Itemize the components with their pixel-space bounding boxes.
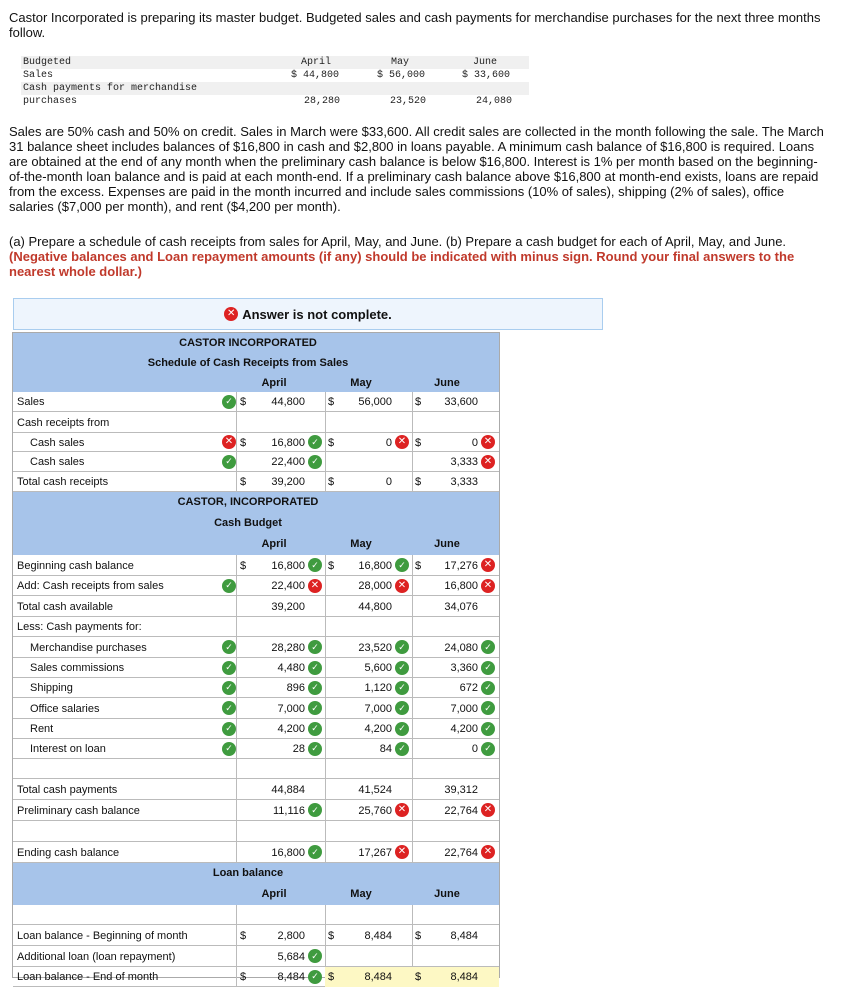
column-divider bbox=[412, 433, 413, 452]
header-row bbox=[13, 373, 499, 392]
ending-cash-june[interactable]: 22,764 bbox=[444, 846, 478, 859]
merch-purchases-april[interactable]: 28,280 bbox=[271, 641, 305, 654]
column-divider bbox=[412, 452, 413, 472]
sales-commissions-april[interactable]: 4,480 bbox=[277, 662, 305, 674]
loan-beginning-april: 2,800 bbox=[277, 929, 305, 942]
month-header-0: April bbox=[261, 538, 287, 550]
dollar-sign: $ bbox=[415, 929, 422, 942]
office-salaries-row bbox=[13, 698, 499, 719]
dollar-sign: $ bbox=[328, 929, 335, 942]
incorrect-icon: ✕ bbox=[481, 558, 495, 572]
sales-label: Sales bbox=[23, 70, 54, 81]
answer-status-banner bbox=[13, 298, 603, 330]
incorrect-icon: ✕ bbox=[481, 455, 495, 469]
additional-loan-row bbox=[13, 946, 499, 967]
add-receipts-june[interactable]: 16,800 bbox=[444, 580, 478, 592]
column-divider bbox=[412, 637, 413, 658]
column-divider bbox=[325, 555, 326, 576]
office-salaries-april[interactable]: 7,000 bbox=[277, 702, 305, 715]
column-divider bbox=[236, 412, 237, 433]
intro-text: Castor Incorporated is preparing its master budget. Budgeted sales and cash payments for merchandise purchases for the next three months follow. bbox=[9, 10, 821, 40]
preliminary-balance-row bbox=[13, 800, 499, 821]
schedule-title-row bbox=[13, 353, 499, 373]
column-divider bbox=[412, 800, 413, 821]
sales-label: Sales bbox=[17, 396, 45, 408]
incorrect-icon: ✕ bbox=[395, 435, 409, 449]
column-divider bbox=[236, 759, 237, 779]
loan-beginning-row bbox=[13, 925, 499, 946]
loan-beginning-label: Loan balance - Beginning of month bbox=[17, 929, 188, 942]
office-salaries-june[interactable]: 7,000 bbox=[450, 702, 478, 715]
correct-icon: ✓ bbox=[481, 701, 495, 715]
incorrect-icon: ✕ bbox=[481, 803, 495, 817]
column-divider bbox=[325, 392, 326, 412]
interest-on-loan-row bbox=[13, 739, 499, 759]
correct-icon: ✓ bbox=[222, 661, 236, 675]
dollar-sign: $ bbox=[415, 559, 422, 572]
column-divider bbox=[325, 779, 326, 800]
preliminary-balance-may[interactable]: 25,760 bbox=[358, 804, 392, 817]
budgeted-label: Budgeted bbox=[23, 57, 72, 68]
column-divider bbox=[412, 596, 413, 617]
correct-icon: ✓ bbox=[222, 701, 236, 715]
preliminary-balance-label: Preliminary cash balance bbox=[17, 804, 140, 817]
interest-on-loan-may[interactable]: 84 bbox=[379, 743, 392, 755]
column-divider bbox=[325, 821, 326, 842]
column-divider bbox=[236, 555, 237, 576]
total-receipts-label: Total cash receipts bbox=[17, 476, 109, 488]
incorrect-icon: ✕ bbox=[395, 803, 409, 817]
loan-beginning-june: 8,484 bbox=[450, 929, 478, 942]
column-divider bbox=[236, 719, 237, 739]
column-divider bbox=[325, 946, 326, 967]
column-divider bbox=[236, 392, 237, 412]
column-divider bbox=[236, 842, 237, 863]
cash-sales-june[interactable]: 0 bbox=[471, 436, 478, 449]
column-divider bbox=[412, 719, 413, 739]
banner-text: Answer is not complete. bbox=[242, 306, 392, 322]
total-receipts-row bbox=[13, 472, 499, 492]
column-divider bbox=[325, 576, 326, 596]
incorrect-icon: ✕ bbox=[481, 845, 495, 859]
correct-icon: ✓ bbox=[395, 661, 409, 675]
incorrect-icon: ✕ bbox=[222, 435, 236, 449]
correct-icon: ✓ bbox=[308, 722, 322, 736]
receipts-from-label: Cash receipts from bbox=[17, 416, 110, 429]
column-divider bbox=[236, 472, 237, 492]
rent-may[interactable]: 4,200 bbox=[364, 723, 392, 735]
loan-ending-may: 8,484 bbox=[364, 971, 392, 983]
cash-payments-label: Cash payments for merchandise bbox=[23, 83, 198, 94]
correct-icon: ✓ bbox=[308, 701, 322, 715]
shipping-label: Shipping bbox=[30, 682, 73, 694]
column-divider bbox=[325, 842, 326, 863]
spacer-1-row bbox=[13, 759, 499, 779]
month-header-2: June bbox=[434, 538, 460, 550]
incorrect-icon: ✕ bbox=[224, 307, 238, 321]
cash-sales-may[interactable]: 0 bbox=[385, 436, 392, 449]
interest-on-loan-label: Interest on loan bbox=[30, 743, 106, 755]
cash-sales-2-june[interactable]: 3,333 bbox=[450, 456, 478, 468]
budget-company: CASTOR, INCORPORATED bbox=[177, 496, 319, 508]
loan-ending-label: Loan balance - End of month bbox=[17, 971, 159, 983]
cash-sales-row bbox=[13, 433, 499, 452]
column-divider bbox=[236, 698, 237, 719]
correct-icon: ✓ bbox=[308, 742, 322, 756]
budget-title-row bbox=[13, 512, 499, 533]
column-divider bbox=[325, 658, 326, 678]
office-salaries-label: Office salaries bbox=[30, 702, 100, 715]
question-text: (a) Prepare a schedule of cash receipts from sales for April, May, and June. (b) Prepare a cash budget for each of April, May, and June. bbox=[9, 234, 787, 249]
shipping-row bbox=[13, 678, 499, 698]
column-divider bbox=[236, 433, 237, 452]
question-block bbox=[9, 234, 829, 279]
total-payments-row bbox=[13, 779, 499, 800]
total-receipts-april: 39,200 bbox=[271, 476, 305, 488]
shipping-may[interactable]: 1,120 bbox=[364, 682, 392, 694]
incorrect-icon: ✕ bbox=[481, 435, 495, 449]
schedule-company: CASTOR INCORPORATED bbox=[179, 337, 317, 349]
column-divider bbox=[412, 842, 413, 863]
add-receipts-may[interactable]: 28,000 bbox=[358, 580, 392, 592]
correct-icon: ✓ bbox=[308, 558, 322, 572]
dollar-sign: $ bbox=[328, 436, 335, 449]
correct-icon: ✓ bbox=[481, 640, 495, 654]
correct-icon: ✓ bbox=[395, 681, 409, 695]
column-divider bbox=[236, 678, 237, 698]
total-payments-may: 41,524 bbox=[358, 783, 392, 796]
total-available-row bbox=[13, 596, 499, 617]
spacer-3-row bbox=[13, 905, 499, 925]
dollar-sign: $ bbox=[328, 396, 335, 408]
correct-icon: ✓ bbox=[222, 640, 236, 654]
sales-april: 44,800 bbox=[271, 396, 305, 408]
month-header-2: June bbox=[434, 888, 460, 900]
month-header-1: May bbox=[350, 376, 372, 389]
total-receipts-june: 3,333 bbox=[450, 476, 478, 488]
beginning-cash-row bbox=[13, 555, 499, 576]
loan-ending-june: 8,484 bbox=[450, 971, 478, 983]
rent-april[interactable]: 4,200 bbox=[277, 723, 305, 735]
column-divider bbox=[412, 658, 413, 678]
column-divider bbox=[236, 800, 237, 821]
column-divider bbox=[325, 617, 326, 637]
column-divider bbox=[325, 739, 326, 759]
incorrect-icon: ✕ bbox=[308, 579, 322, 593]
less-payments-row bbox=[13, 617, 499, 637]
dollar-sign: $ bbox=[240, 476, 247, 488]
column-divider bbox=[325, 719, 326, 739]
sales-april: $ 44,800 bbox=[291, 70, 340, 81]
purchases-label: purchases bbox=[23, 96, 78, 107]
preliminary-balance-june[interactable]: 22,764 bbox=[444, 804, 478, 817]
month-header-2: June bbox=[434, 376, 460, 389]
month-june: June bbox=[473, 57, 498, 68]
shipping-april[interactable]: 896 bbox=[286, 682, 305, 694]
column-divider bbox=[412, 392, 413, 412]
correct-icon: ✓ bbox=[395, 701, 409, 715]
column-divider bbox=[236, 779, 237, 800]
less-payments-label: Less: Cash payments for: bbox=[17, 621, 142, 633]
dollar-sign: $ bbox=[240, 971, 247, 983]
sales-commissions-june[interactable]: 3,360 bbox=[450, 662, 478, 674]
dollar-sign: $ bbox=[240, 559, 247, 572]
column-divider bbox=[325, 596, 326, 617]
beginning-cash-may[interactable]: 16,800 bbox=[358, 559, 392, 572]
dollar-sign: $ bbox=[415, 436, 422, 449]
additional-loan-label: Additional loan (loan repayment) bbox=[17, 950, 176, 963]
column-divider bbox=[236, 452, 237, 472]
correct-icon: ✓ bbox=[308, 803, 322, 817]
column-divider bbox=[412, 925, 413, 946]
incorrect-icon: ✕ bbox=[395, 579, 409, 593]
month-may: May bbox=[391, 57, 410, 68]
dollar-sign: $ bbox=[240, 396, 247, 408]
correct-icon: ✓ bbox=[395, 742, 409, 756]
purchases-april: 28,280 bbox=[304, 96, 341, 107]
sales-may: $ 56,000 bbox=[377, 70, 426, 81]
column-divider bbox=[412, 617, 413, 637]
column-divider bbox=[412, 946, 413, 967]
dollar-sign: $ bbox=[415, 396, 422, 408]
column-divider bbox=[236, 925, 237, 946]
total-available-label: Total cash available bbox=[17, 600, 114, 613]
shipping-june[interactable]: 672 bbox=[459, 682, 478, 694]
column-divider bbox=[236, 905, 237, 925]
column-divider bbox=[412, 759, 413, 779]
correct-icon: ✓ bbox=[308, 455, 322, 469]
budget-title: Cash Budget bbox=[214, 516, 282, 529]
answer-grid bbox=[12, 332, 500, 983]
add-receipts-row bbox=[13, 576, 499, 596]
correct-icon: ✓ bbox=[308, 681, 322, 695]
header-row bbox=[13, 883, 499, 905]
correct-icon: ✓ bbox=[222, 579, 236, 593]
cash-sales-2-label: Cash sales bbox=[30, 456, 85, 468]
budget-data-table bbox=[21, 56, 529, 109]
dollar-sign: $ bbox=[415, 476, 422, 488]
column-divider bbox=[236, 821, 237, 842]
column-divider bbox=[412, 905, 413, 925]
column-divider bbox=[412, 698, 413, 719]
merch-purchases-label: Merchandise purchases bbox=[30, 641, 147, 654]
merch-purchases-june[interactable]: 24,080 bbox=[444, 641, 478, 654]
column-divider bbox=[236, 617, 237, 637]
month-header-0: April bbox=[261, 376, 287, 389]
correct-icon: ✓ bbox=[308, 845, 322, 859]
correct-icon: ✓ bbox=[481, 722, 495, 736]
correct-icon: ✓ bbox=[481, 681, 495, 695]
column-divider bbox=[325, 759, 326, 779]
column-divider bbox=[236, 576, 237, 596]
column-divider bbox=[412, 678, 413, 698]
column-divider bbox=[325, 412, 326, 433]
column-divider bbox=[236, 637, 237, 658]
correct-icon: ✓ bbox=[222, 742, 236, 756]
schedule-company-row bbox=[13, 333, 499, 353]
additional-loan-april[interactable]: 5,684 bbox=[277, 950, 305, 963]
column-divider bbox=[325, 452, 326, 472]
column-divider bbox=[325, 472, 326, 492]
correct-icon: ✓ bbox=[222, 455, 236, 469]
rent-june[interactable]: 4,200 bbox=[450, 723, 478, 735]
loan-title-row bbox=[13, 863, 499, 883]
column-divider bbox=[236, 946, 237, 967]
column-divider bbox=[325, 800, 326, 821]
column-divider bbox=[325, 925, 326, 946]
total-available-june: 34,076 bbox=[444, 600, 478, 613]
column-divider bbox=[236, 967, 237, 987]
column-divider bbox=[325, 637, 326, 658]
spacer-2-row bbox=[13, 821, 499, 842]
sales-june: 33,600 bbox=[444, 396, 478, 408]
correct-icon: ✓ bbox=[308, 435, 322, 449]
purchases-june: 24,080 bbox=[476, 96, 513, 107]
correct-icon: ✓ bbox=[308, 970, 322, 984]
merch-purchases-row bbox=[13, 637, 499, 658]
beginning-cash-april[interactable]: 16,800 bbox=[271, 559, 305, 572]
correct-icon: ✓ bbox=[222, 722, 236, 736]
column-divider bbox=[325, 905, 326, 925]
correct-icon: ✓ bbox=[395, 640, 409, 654]
correct-icon: ✓ bbox=[308, 949, 322, 963]
sales-june: $ 33,600 bbox=[462, 70, 511, 81]
column-divider bbox=[412, 472, 413, 492]
loan-beginning-may: 8,484 bbox=[364, 929, 392, 942]
sales-commissions-row bbox=[13, 658, 499, 678]
month-header-0: April bbox=[261, 888, 287, 900]
column-divider bbox=[412, 779, 413, 800]
cash-sales-2-row bbox=[13, 452, 499, 472]
beginning-cash-june[interactable]: 17,276 bbox=[444, 559, 478, 572]
ending-cash-label: Ending cash balance bbox=[17, 846, 120, 859]
cash-sales-april[interactable]: 16,800 bbox=[271, 436, 305, 449]
correct-icon: ✓ bbox=[395, 558, 409, 572]
month-header-1: May bbox=[350, 538, 372, 550]
problem-paragraph: Sales are 50% cash and 50% on credit. Sales in March were $33,600. All credit sales are collected in the month following the sale. The March 31 balance sheet includes balances of $16,800 in cash and $2,800 in loans payable. A minimum cash balance of $16,800 is required. Loans are obtained at the end of any month when the preliminary cash balance is below $16,800. Interest is 1% per month based on the beginning-of-the-month loan balance and is paid at each month-end. If a preliminary cash balance above $16,800 at month-end exists, loans are repaid from the excess. Expenses are paid in the month incurred and include sales commissions (10% of sales), shipping (2% of sales), office salaries ($7,000 per month), and rent ($4,200 per month). bbox=[9, 124, 824, 214]
office-salaries-may[interactable]: 7,000 bbox=[364, 702, 392, 715]
receipts-from-row bbox=[13, 412, 499, 433]
loan-ending-row bbox=[13, 967, 499, 987]
total-payments-april: 44,884 bbox=[271, 783, 305, 796]
correct-icon: ✓ bbox=[395, 722, 409, 736]
ending-cash-may[interactable]: 17,267 bbox=[358, 846, 392, 859]
schedule-title: Schedule of Cash Receipts from Sales bbox=[147, 357, 349, 369]
beginning-cash-label: Beginning cash balance bbox=[17, 559, 134, 572]
total-payments-label: Total cash payments bbox=[17, 783, 118, 796]
interest-on-loan-june[interactable]: 0 bbox=[471, 743, 478, 755]
total-available-may: 44,800 bbox=[358, 600, 392, 613]
incorrect-icon: ✕ bbox=[481, 579, 495, 593]
correct-icon: ✓ bbox=[222, 395, 236, 409]
add-receipts-april[interactable]: 22,400 bbox=[271, 580, 305, 592]
total-payments-june: 39,312 bbox=[444, 783, 478, 796]
dollar-sign: $ bbox=[328, 476, 335, 488]
merch-purchases-may[interactable]: 23,520 bbox=[358, 641, 392, 654]
interest-on-loan-april[interactable]: 28 bbox=[292, 743, 305, 755]
incorrect-icon: ✕ bbox=[395, 845, 409, 859]
budget-company-row bbox=[13, 492, 499, 512]
add-receipts-label: Add: Cash receipts from sales bbox=[17, 580, 164, 592]
column-divider bbox=[412, 739, 413, 759]
ending-cash-april[interactable]: 16,800 bbox=[271, 846, 305, 859]
correct-icon: ✓ bbox=[308, 640, 322, 654]
loan-title: Loan balance bbox=[212, 867, 284, 879]
month-header-1: May bbox=[350, 888, 372, 900]
sales-commissions-label: Sales commissions bbox=[30, 662, 125, 674]
correct-icon: ✓ bbox=[481, 661, 495, 675]
dollar-sign: $ bbox=[328, 971, 335, 983]
preliminary-balance-april[interactable]: 11,116 bbox=[272, 804, 305, 817]
column-divider bbox=[236, 739, 237, 759]
question-instructions: (Negative balances and Loan repayment amounts (if any) should be indicated with minus sign. Round your final answers to the nearest whole dollar.) bbox=[9, 249, 795, 279]
header-row bbox=[13, 533, 499, 555]
column-divider bbox=[325, 698, 326, 719]
column-divider bbox=[325, 678, 326, 698]
correct-icon: ✓ bbox=[308, 661, 322, 675]
rent-label: Rent bbox=[30, 723, 54, 735]
total-receipts-may: 0 bbox=[385, 476, 392, 488]
loan-ending-april: 8,484 bbox=[277, 971, 305, 983]
column-divider bbox=[236, 658, 237, 678]
rent-row bbox=[13, 719, 499, 739]
column-divider bbox=[412, 821, 413, 842]
sales-commissions-may[interactable]: 5,600 bbox=[364, 662, 392, 674]
column-divider bbox=[325, 433, 326, 452]
dollar-sign: $ bbox=[240, 929, 247, 942]
sales-row bbox=[13, 392, 499, 412]
cash-sales-2-april[interactable]: 22,400 bbox=[271, 456, 305, 468]
dollar-sign: $ bbox=[240, 436, 247, 449]
ending-cash-row bbox=[13, 842, 499, 863]
dollar-sign: $ bbox=[328, 559, 335, 572]
purchases-may: 23,520 bbox=[390, 96, 427, 107]
sales-may: 56,000 bbox=[358, 396, 392, 408]
dollar-sign: $ bbox=[415, 971, 422, 983]
cash-sales-label: Cash sales bbox=[30, 436, 85, 449]
month-april: April bbox=[301, 57, 332, 68]
total-available-april: 39,200 bbox=[271, 600, 305, 613]
column-divider bbox=[412, 555, 413, 576]
column-divider bbox=[236, 596, 237, 617]
column-divider bbox=[412, 576, 413, 596]
column-divider bbox=[412, 412, 413, 433]
correct-icon: ✓ bbox=[481, 742, 495, 756]
correct-icon: ✓ bbox=[222, 681, 236, 695]
